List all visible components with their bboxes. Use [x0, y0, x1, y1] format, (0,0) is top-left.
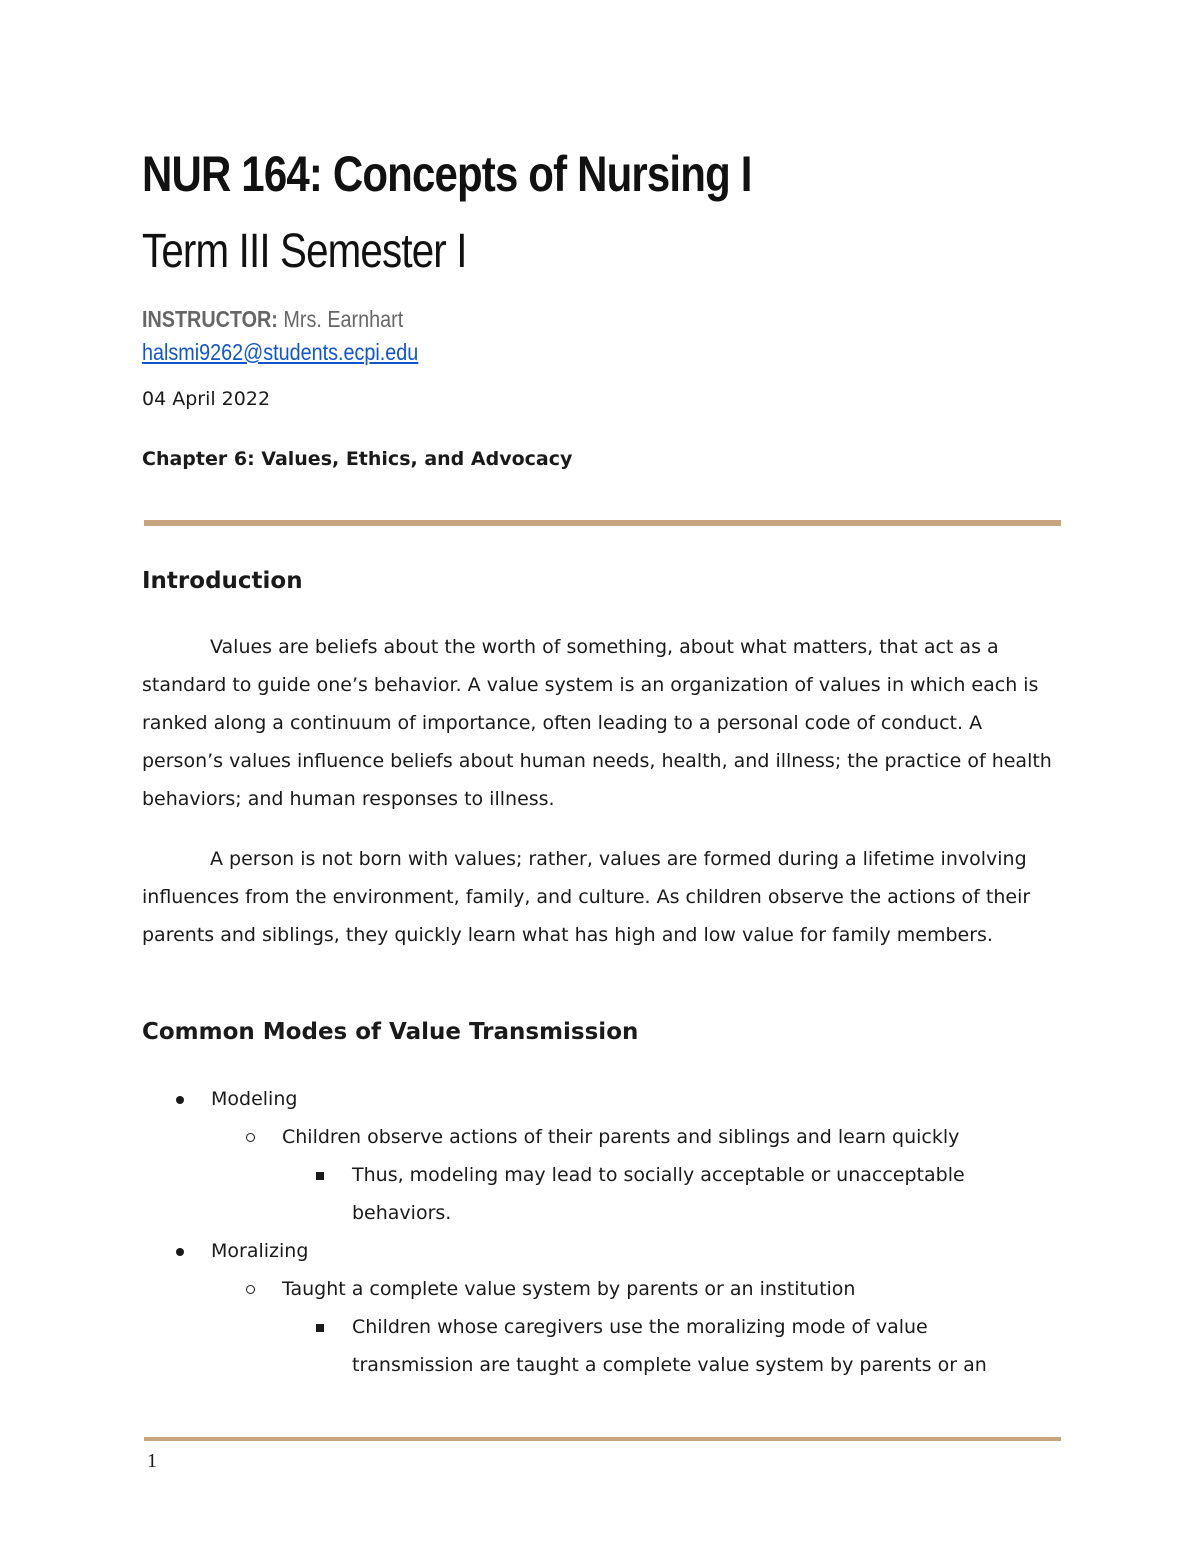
list-item [0, 1308, 1012, 1384]
document-date: 04 April 2022 [142, 388, 271, 410]
mode-sub-item: Children observe actions of their parents and siblings and learn quickly [282, 1126, 960, 1148]
mode-detail: Children whose caregivers use the moralizing mode of value transmission are taught a complete value system by parents or an [352, 1316, 987, 1376]
bullet-dot-icon [176, 1080, 184, 1118]
list-item [0, 1232, 1200, 1270]
mode-detail: Thus, modeling may lead to socially acceptable or unacceptable behaviors. [352, 1164, 965, 1224]
list-item [0, 1118, 1200, 1156]
bullet-circle-icon [246, 1270, 255, 1308]
intro-paragraph-2: A person is not born with values; rather, values are formed during a lifetime involving influences from the environment, family, and culture. As children observe the actions of their parents and siblings, they quickly learn what has high and low value for family members. [142, 848, 1031, 946]
mode-label: Moralizing [211, 1240, 309, 1262]
mode-sub-item: Taught a complete value system by parents or an institution [282, 1278, 856, 1300]
course-title: NUR 164: Concepts of Nursing I [142, 146, 752, 202]
modes-list [0, 1080, 1200, 1384]
bullet-square-icon [316, 1308, 324, 1346]
mode-label: Modeling [211, 1088, 298, 1110]
bullet-dot-icon [176, 1232, 184, 1270]
page-number: 1 [147, 1450, 157, 1472]
footer-divider [144, 1437, 1061, 1441]
top-divider [144, 520, 1061, 526]
introduction-heading: Introduction [142, 568, 303, 594]
list-item [0, 1270, 1200, 1308]
email-link[interactable]: halsmi9262@students.ecpi.edu [142, 339, 419, 365]
instructor-label: INSTRUCTOR: [142, 306, 278, 332]
bullet-square-icon [316, 1156, 324, 1194]
instructor-line [142, 306, 403, 333]
modes-heading: Common Modes of Value Transmission [142, 1019, 639, 1045]
list-item [0, 1080, 1200, 1118]
term-title: Term III Semester I [142, 225, 467, 278]
instructor-name: Mrs. Earnhart [283, 306, 404, 332]
list-item [0, 1156, 1012, 1232]
chapter-title: Chapter 6: Values, Ethics, and Advocacy [142, 448, 573, 470]
bullet-circle-icon [246, 1118, 255, 1156]
intro-paragraph-1: Values are beliefs about the worth of something, about what matters, that act as a standard to guide one’s behavior. A value system is an organization of values in which each is ranked along a continuum of importance, often leading to a personal code of conduct. A person’s values influence beliefs about human needs, health, and illness; the practice of health behaviors; and human responses to illness. [142, 636, 1052, 810]
